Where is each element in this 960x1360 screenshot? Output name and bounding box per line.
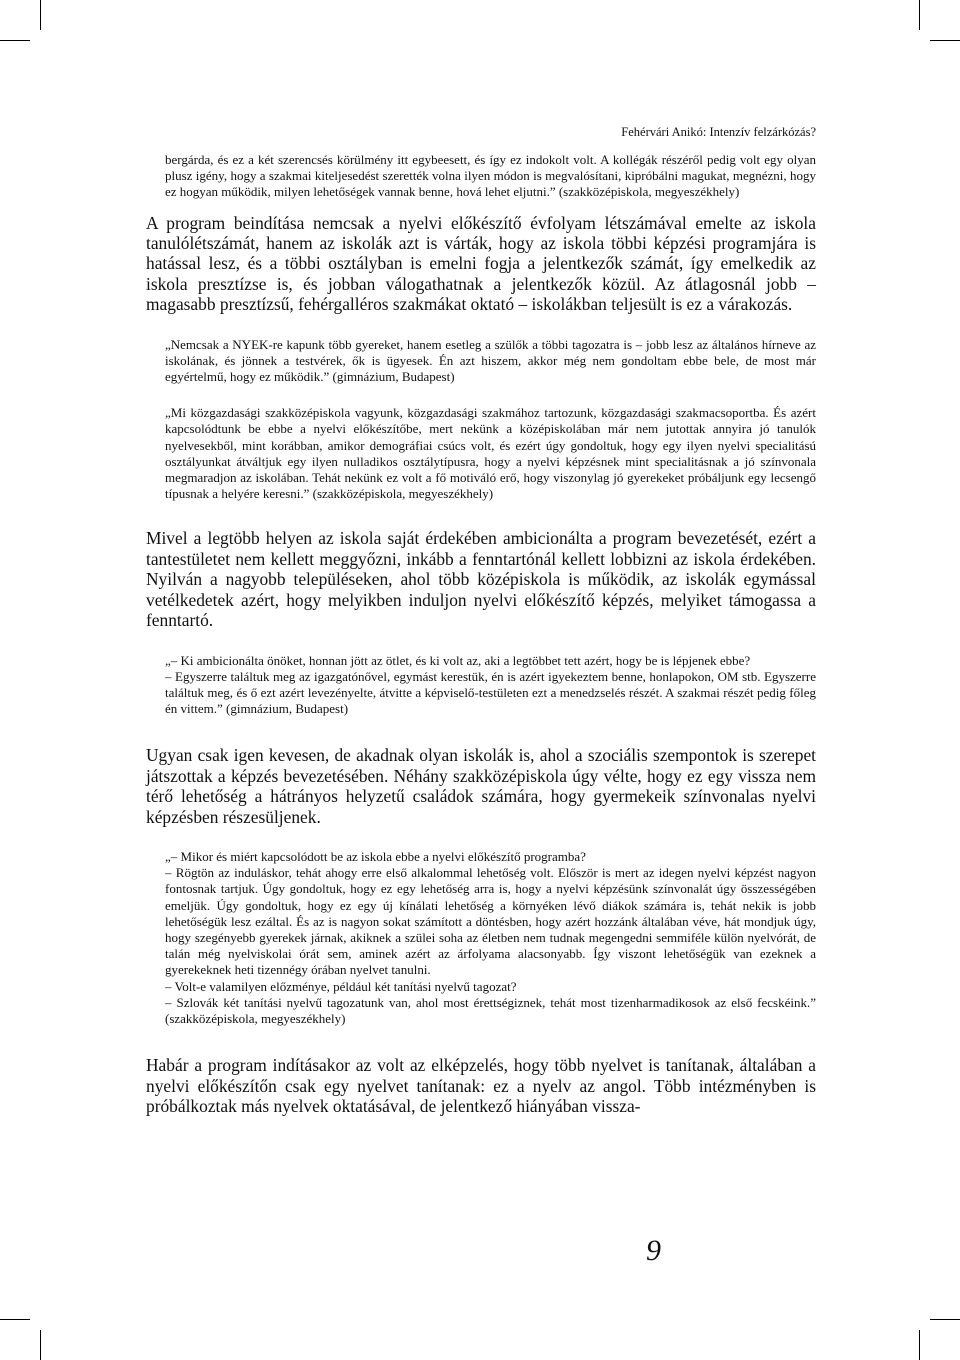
dialogue-line: „– Mikor és miért kapcsolódott be az iskola ebbe a nyelvi előkészítő programba? bbox=[165, 848, 586, 864]
dialogue-line: – Volt-e valamilyen előzménye, például két tanítási nyelvű tagozat? bbox=[165, 978, 517, 994]
dialogue-line: – Egyszerre találtuk meg az igazgatónővel, egymást kerestük, én is azért igyekeztem benne, honlapokon, OM stb. Egyszerre találtuk meg, és ő ezt azért levezényelte, átvitte a képviselő-testületen ezt a menedzselés részét. A szakmai részét pedig főleg én vittem.” (gimnázium, Budapest) bbox=[165, 668, 816, 717]
crop-mark-top-left-horizontal bbox=[0, 40, 30, 41]
crop-mark-bottom-left-horizontal bbox=[0, 1319, 30, 1320]
page-body bbox=[146, 152, 816, 1116]
body-paragraph: Ugyan csak igen kevesen, de akadnak olyan iskolák is, ahol a szociális szempontok is szerepet játszottak a képzés bevezetésében. Néhány szakközépiskola úgy vélte, hogy ez egy vissza nem térő lehetőség a hátrányos helyzetű családok számára, hogy gyermekeik színvonalas nyelvi képzésben részesüljenek. bbox=[146, 745, 816, 827]
crop-mark-bottom-right-vertical bbox=[919, 1330, 920, 1360]
interview-dialogue bbox=[146, 653, 816, 718]
body-paragraph: Mivel a legtöbb helyen az iskola saját érdekében ambicionálta a program bevezetését, ezért a tantestületet nem kellett meggyőzni, inkább a fenntartónál kellett lobbizni az iskola érdekében. Nyilván a nagyobb településeken, ahol több középiskola is működik, az iskolák egymással vetélkedetek azért, hogy melyikben induljon nyelvi előkészítő képzés, melyiket támogassa a fenntartó. bbox=[146, 528, 816, 631]
crop-mark-top-right-vertical bbox=[919, 0, 920, 30]
dialogue-line: – Szlovák két tanítási nyelvű tagozatunk van, ahol most érettségiznek, tehát most tizenharmadikosok az első fecskéink.” (szakközépiskola, megyeszékhely) bbox=[165, 994, 816, 1026]
interview-quote: „Nemcsak a NYEK-re kapunk több gyereket, hanem esetleg a szülők a többi tagozatra is – jobb lesz az általános hírneve az iskolának, és jönnek a testvérek, ők is ügyesek. Én azt hiszem, akkor még nem gondoltam ebbe bele, de most már egyértelmű, hogy ez működik.” (gimnázium, Budapest) bbox=[165, 336, 816, 385]
running-header: Fehérvári Anikó: Intenzív felzárkózás? bbox=[621, 125, 816, 139]
dialogue-line: „– Ki ambicionálta önöket, honnan jött az ötlet, és ki volt az, aki a legtöbbet tett azért, hogy be is lépjenek ebbe? bbox=[165, 652, 751, 668]
page-number: 9 bbox=[646, 1234, 661, 1267]
crop-mark-bottom-left-vertical bbox=[40, 1330, 41, 1360]
crop-mark-bottom-right-horizontal bbox=[930, 1319, 960, 1320]
body-paragraph: Habár a program indításakor az volt az elképzelés, hogy több nyelvet is tanítanak, általában a nyelvi előkészítőn csak egy nyelvet tanítanak: ez a nyelv az angol. Több intézményben is próbálkoztak más nyelvek oktatásával, de jelentkező hiányában vissza- bbox=[146, 1055, 816, 1116]
crop-mark-top-left-vertical bbox=[40, 0, 41, 30]
body-paragraph: A program beindítása nemcsak a nyelvi előkészítő évfolyam létszámával emelte az iskola tanulólétszámát, hanem az iskolák azt is várták, hogy az iskola többi képzési programjára is hatással lesz, és a többi osztályban is emelni fogja a jelentkezők számát, így emelkedik az iskola presztízse is, és jobban válogathatnak a jelentkezők közül. Az átlagosnál jobb – magasabb presztízsű, fehérgalléros szakmákat oktató – iskolákban teljesült is ez a várakozás. bbox=[146, 212, 816, 315]
interview-quote-continued: bergárda, és ez a két szerencsés körülmény itt egybeesett, és így ez indokolt volt. A kollégák részéről pedig volt egy olyan plusz igény, hogy a szakmai kiteljesedést szerették volna ilyen módon is megvalósítani, kipróbálni magukat, megnézni, hogy ez hogyan működik, milyen lehetőségek vannak benne, hová lehet eljutni.” (szakközépiskola, megyeszékhely) bbox=[165, 152, 816, 200]
crop-mark-top-right-horizontal bbox=[930, 40, 960, 41]
interview-quote: „Mi közgazdasági szakközépiskola vagyunk, közgazdasági szakmához tartozunk, közgazdasági szakmacsoportba. És azért kapcsolódtunk be ebbe a nyelvi előkészítőbe, mert nekünk a középiskolában már nem jutottak annyira jó tanulók nyelvesekből, mint korábban, amikor demográfiai csúcs volt, és ezért úgy gondoltuk, hogy egy ilyen nyelvi specialitású osztályunkat átváltjuk egy ilyen nulladikos osztálytípusra, hogy a nyelvi képzésnek mint specialitásnak a jó színvonala megmaradjon az iskolában. Tehát nekünk ez volt a fő motiváló erő, hogy viszonylag jó gyerekeket próbáljunk egy lecsengő típusnak a helyére keresni.” (szakközépiskola, megyeszékhely) bbox=[165, 405, 816, 502]
interview-dialogue bbox=[146, 849, 816, 1027]
dialogue-line: – Rögtön az induláskor, tehát ahogy erre első alkalommal lehetőség volt. Először is mert az idegen nyelvi képzést nagyon fontosnak tartjuk. Úgy gondoltuk, hogy ez egy lehetőség arra is, hogy a nyelvi képzésünk színvonalát úgy összességében emeljük. Úgy gondoltuk, hogy ez egy új kínálati lehetőség a környéken lévő diákok számára is, tehát nekik is jobb lehetőségük lesz ezáltal. És az is nagyon sokat számított a döntésben, hogy azért hozzánk általában véve, hát mondjuk úgy, hogy szegényebb gyerekek járnak, akiknek a szülei soha az életben nem tudnak megengedni semmiféle külön nyelvórát, de talán még nyelviskolai órát sem, aminek azért az árfolyama alacsonyabb. Így viszont lehetőségük van ezeknek a gyerekeknek heti tizennégy órában nyelvet tanulni. bbox=[165, 865, 816, 978]
